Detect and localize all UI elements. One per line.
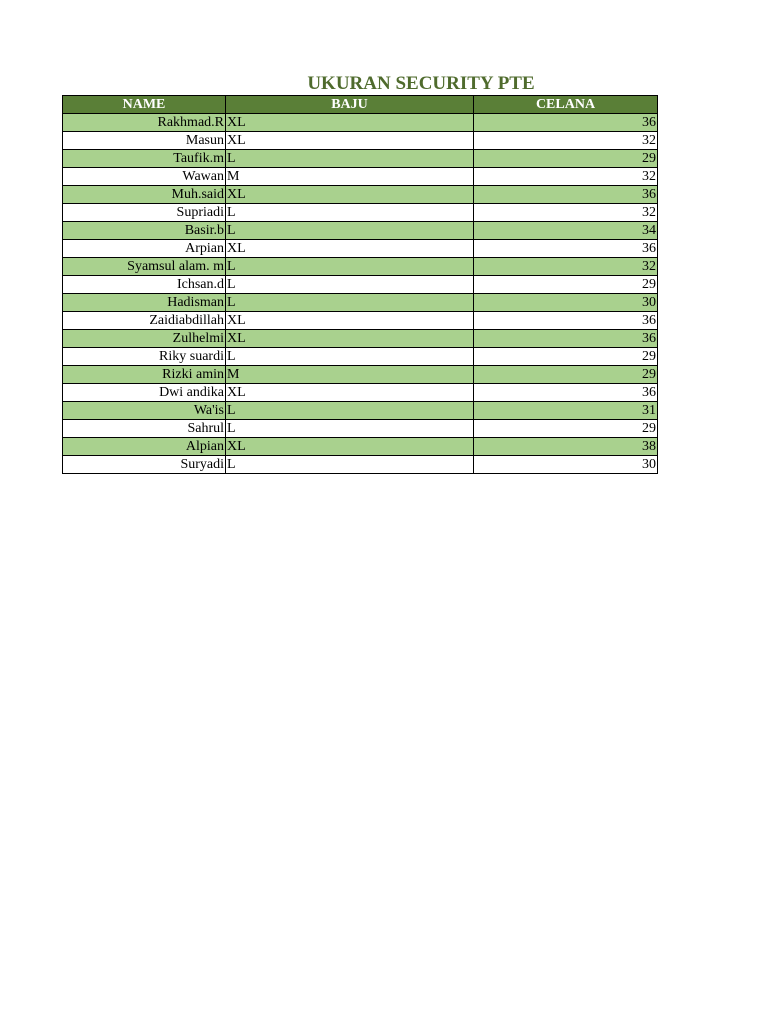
table-row [63,348,658,366]
cell-baju[interactable]: L [226,402,474,420]
column-header-celana[interactable]: CELANA [474,96,658,114]
cell-celana[interactable]: 29 [474,150,658,168]
table-row [63,420,658,438]
cell-celana[interactable]: 36 [474,114,658,132]
cell-baju[interactable]: L [226,258,474,276]
table-row [63,258,658,276]
cell-celana[interactable]: 32 [474,258,658,276]
cell-celana[interactable]: 31 [474,402,658,420]
cell-baju[interactable]: XL [226,186,474,204]
cell-name[interactable]: Riky suardi [63,348,226,366]
cell-name[interactable]: Masun [63,132,226,150]
table-row [63,456,658,474]
cell-name[interactable]: Taufik.m [63,150,226,168]
cell-celana[interactable]: 30 [474,294,658,312]
table-row [63,294,658,312]
column-header-baju[interactable]: BAJU [226,96,474,114]
cell-name[interactable]: Basir.b [63,222,226,240]
cell-name[interactable]: Supriadi [63,204,226,222]
table-row [63,204,658,222]
cell-baju[interactable]: XL [226,240,474,258]
cell-name[interactable]: Sahrul [63,420,226,438]
cell-name[interactable]: Zulhelmi [63,330,226,348]
cell-celana[interactable]: 36 [474,240,658,258]
cell-baju[interactable]: XL [226,438,474,456]
cell-baju[interactable]: L [226,150,474,168]
cell-celana[interactable]: 38 [474,438,658,456]
cell-celana[interactable]: 32 [474,204,658,222]
table-row [63,168,658,186]
cell-celana[interactable]: 29 [474,348,658,366]
cell-celana[interactable]: 36 [474,312,658,330]
table-header-row [63,96,658,114]
cell-baju[interactable]: XL [226,312,474,330]
table-row [63,114,658,132]
table-row [63,186,658,204]
cell-celana[interactable]: 29 [474,276,658,294]
table-row [63,402,658,420]
table-row [63,366,658,384]
cell-name[interactable]: Muh.said [63,186,226,204]
cell-baju[interactable]: L [226,456,474,474]
table-row [63,276,658,294]
cell-baju[interactable]: L [226,348,474,366]
size-table [62,95,658,474]
cell-baju[interactable]: L [226,294,474,312]
cell-celana[interactable]: 29 [474,420,658,438]
cell-celana[interactable]: 36 [474,330,658,348]
table-row [63,150,658,168]
cell-name[interactable]: Wawan [63,168,226,186]
cell-name[interactable]: Suryadi [63,456,226,474]
column-header-name[interactable]: NAME [63,96,226,114]
cell-name[interactable]: Rakhmad.R [63,114,226,132]
cell-name[interactable]: Ichsan.d [63,276,226,294]
cell-name[interactable]: Wa'is [63,402,226,420]
cell-celana[interactable]: 36 [474,186,658,204]
cell-name[interactable]: Hadisman [63,294,226,312]
table-row [63,132,658,150]
cell-baju[interactable]: L [226,222,474,240]
cell-celana[interactable]: 30 [474,456,658,474]
cell-baju[interactable]: L [226,276,474,294]
cell-baju[interactable]: XL [226,114,474,132]
cell-baju[interactable]: XL [226,330,474,348]
table-row [63,240,658,258]
table-row [63,438,658,456]
cell-celana[interactable]: 36 [474,384,658,402]
cell-celana[interactable]: 32 [474,168,658,186]
table-row [63,312,658,330]
cell-baju[interactable]: M [226,366,474,384]
sheet-title: UKURAN SECURITY PTE [307,73,535,94]
table-row [63,384,658,402]
table-body [63,114,658,474]
cell-name[interactable]: Rizki amin [63,366,226,384]
table-row [63,330,658,348]
cell-baju[interactable]: M [226,168,474,186]
table-row [63,222,658,240]
cell-celana[interactable]: 32 [474,132,658,150]
cell-celana[interactable]: 34 [474,222,658,240]
cell-baju[interactable]: L [226,204,474,222]
cell-baju[interactable]: L [226,420,474,438]
cell-baju[interactable]: XL [226,132,474,150]
cell-name[interactable]: Arpian [63,240,226,258]
cell-name[interactable]: Alpian [63,438,226,456]
cell-baju[interactable]: XL [226,384,474,402]
cell-name[interactable]: Syamsul alam. m [63,258,226,276]
cell-name[interactable]: Zaidiabdillah [63,312,226,330]
cell-celana[interactable]: 29 [474,366,658,384]
cell-name[interactable]: Dwi andika [63,384,226,402]
